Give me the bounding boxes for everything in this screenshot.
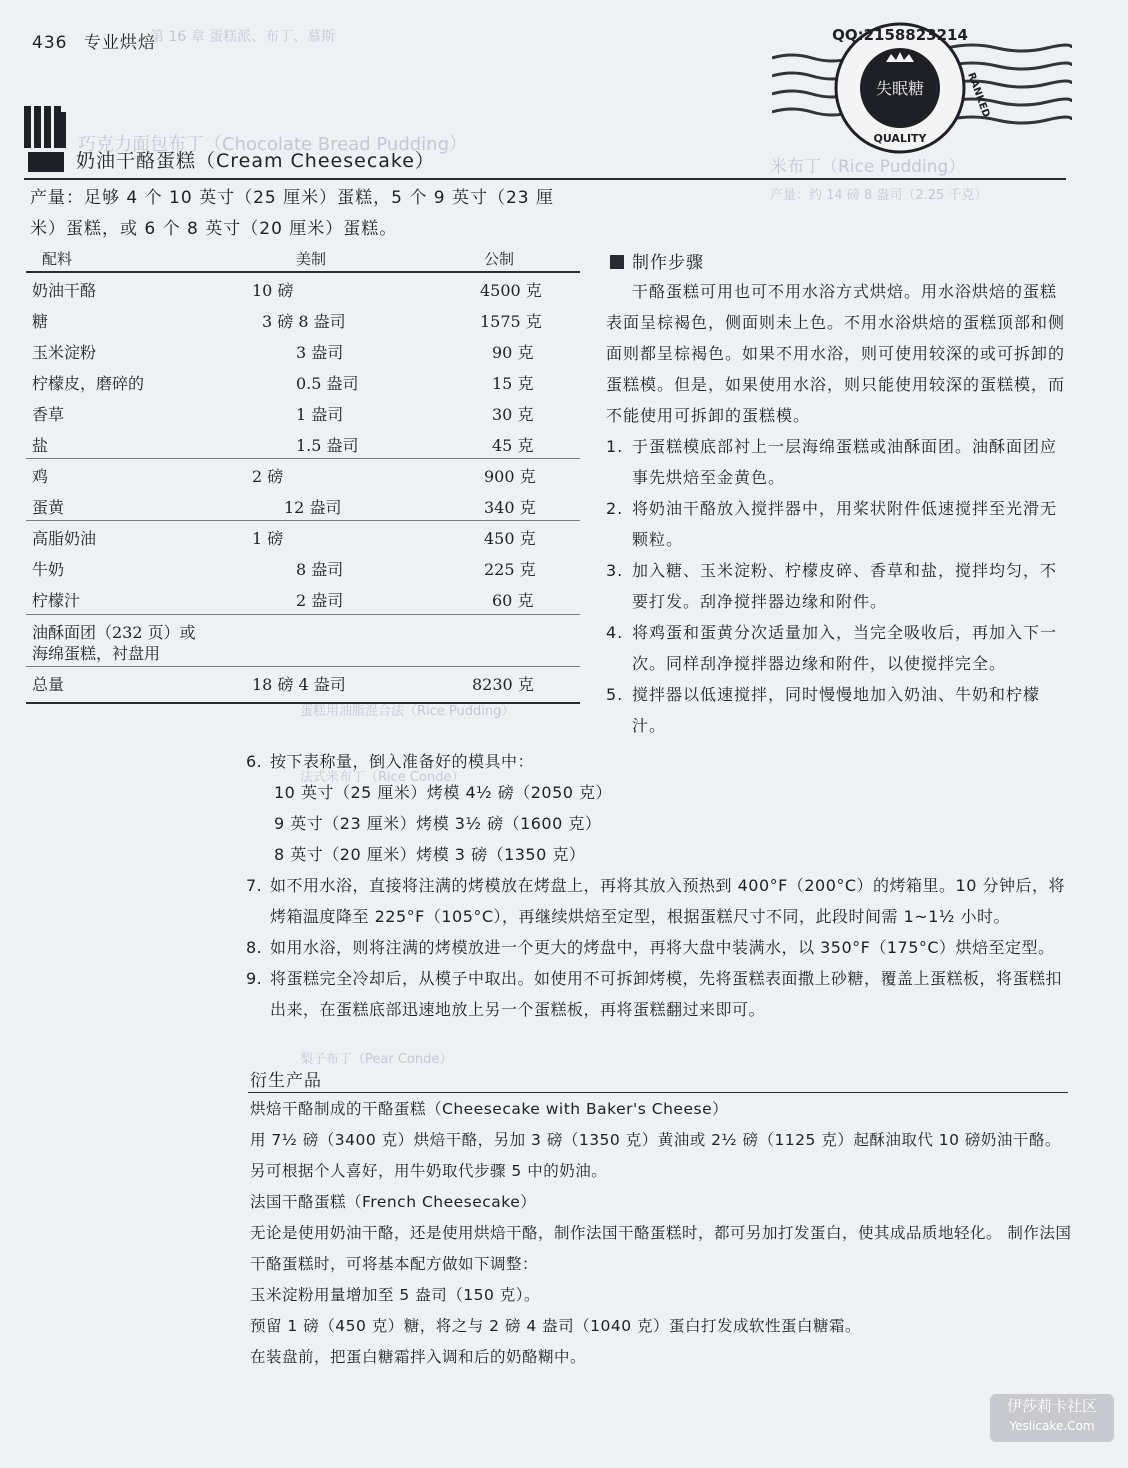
chef-hat-icon (22, 106, 68, 174)
header-us: 美制 (296, 250, 327, 268)
bleed-right-title: 米布丁（Rice Pudding） (770, 157, 966, 177)
pan-size-line: 9 英寸（23 厘米）烤模 3½ 磅（1600 克） (274, 814, 602, 833)
derivative-text: 预留 1 磅（450 克）糖，将之与 2 磅 4 盎司（1040 克）蛋白打发成软性蛋白糖霜。 (250, 1317, 862, 1335)
stamp-qq: QQ:2158823214 (832, 26, 968, 44)
stamp-ranked: RANKED (965, 71, 992, 119)
page-number: 436 (32, 33, 68, 53)
steps-column (606, 276, 1072, 741)
bleed-mid-3: 梨子布丁（Pear Conde） (300, 1052, 453, 1067)
table-row: 玉米淀粉 3 盎司 90 克 (32, 343, 534, 362)
derivative-text: 无论是使用奶油干酪，还是使用烘焙干酪，制作法国干酪蛋糕时，都可另加打发蛋白，使其成品质地轻化。 制作法国干酪蛋糕时，可将基本配方做如下调整： (250, 1224, 1072, 1273)
square-bullet-icon (610, 255, 624, 269)
table-row: 蛋黄 12 盎司 340 克 (32, 498, 536, 517)
derivative-text: 在装盘前，把蛋白糖霜拌入调和后的奶酪糊中。 (250, 1348, 587, 1366)
page-header (32, 28, 156, 53)
step-item: 7. 如不用水浴，直接将注满的烤模放在烤盘上，再将其放入预热到 400°F（200°C）的烤箱里。10 分钟后，将烤箱温度降至 225°F（105°C），再继续烘焙至定型，根据蛋糕尺寸不同，此段时间需 1~1½ 小时。 (246, 876, 1065, 926)
table-row-liner: 油酥面团（232 页）或 海绵蛋糕，衬盘用 (32, 623, 196, 663)
step-item: 4. 将鸡蛋和蛋黄分次适量加入，当完全吸收后，再加入下一次。同样刮净搅拌器边缘和附件，以使搅拌完全。 (606, 623, 1058, 673)
table-header (26, 244, 580, 270)
table-row: 牛奶 8 盎司 225 克 (32, 560, 536, 579)
table-row: 奶油干酪 10 磅 4500 克 (32, 281, 542, 300)
step-item: 2. 将奶油干酪放入搅拌器中，用桨状附件低速搅拌至光滑无颗粒。 (606, 499, 1058, 549)
section-title: 专业烘焙 (83, 33, 156, 53)
bleed-header: 第 16 章 蛋糕派、布丁、慕斯 (150, 29, 336, 45)
step-item: 6. 按下表称量，倒入准备好的模具中： (246, 752, 535, 771)
step-item: 1. 于蛋糕模底部衬上一层海绵蛋糕或油酥面团。油酥面团应事先烘焙至金黄色。 (606, 437, 1058, 487)
header-ingredient: 配料 (42, 250, 73, 268)
derivative-text: 用 7½ 磅（3400 克）烘焙干酪，另加 3 磅（1350 克）黄油或 2½ 磅（1125 克）起酥油取代 10 磅奶油干酪。另可根据个人喜好，用牛奶取代步骤 5 中的奶油。 (250, 1131, 1061, 1180)
site-watermark: 伊莎莉卡社区 Yeslicake.Com (990, 1394, 1114, 1442)
title-rule (24, 178, 1066, 180)
derivative-subtitle: 烘焙干酪制成的干酪蛋糕（Cheesecake with Baker's Cheese） (250, 1100, 729, 1118)
table-row: 鸡 2 磅 900 克 (32, 467, 536, 486)
table-row: 盐 1.5 盎司 45 克 (32, 436, 534, 455)
steps-intro: 干酪蛋糕可用也可不用水浴方式烘焙。用水浴烘焙的蛋糕表面呈棕褐色，侧面则未上色。不用水浴烘焙的蛋糕顶部和侧面则都呈棕褐色。如果不用水浴，则可使用较深的或可拆卸的蛋糕模。但是，如果使用水浴，则只能使用较深的蛋糕模，而不能使用可拆卸的蛋糕模。 (606, 282, 1066, 425)
step-item: 5. 搅拌器以低速搅拌，同时慢慢地加入奶油、牛奶和柠檬汁。 (606, 685, 1041, 735)
derivatives-heading: 衍生产品 (250, 1071, 322, 1091)
table-row: 柠檬汁 2 盎司 60 克 (32, 591, 534, 610)
table-row: 柠檬皮，磨碎的 0.5 盎司 15 克 (32, 374, 534, 393)
table-row: 高脂奶油 1 磅 450 克 (32, 529, 536, 548)
step-item: 3. 加入糖、玉米淀粉、柠檬皮碎、香草和盐，搅拌均匀，不要打发。刮净搅拌器边缘和附件。 (606, 561, 1058, 611)
pan-size-line: 8 英寸（20 厘米）烤模 3 磅（1350 克） (274, 845, 586, 864)
stamp-name: 失眠糖 (875, 79, 925, 98)
lower-steps (246, 746, 1076, 1025)
bleed-mid-2: 法式米布丁（Rice Conde） (300, 770, 465, 785)
bleed-title: 巧克力面包布丁（Chocolate Bread Pudding） (78, 134, 468, 155)
stamp-seal (772, 18, 1072, 158)
table-row: 香草 1 盎司 30 克 (32, 405, 534, 424)
step-item: 8. 如用水浴，则将注满的烤模放进一个更大的烤盘中，再将大盘中装满水，以 350°F（175°C）烘焙至定型。 (246, 938, 1055, 957)
steps-heading: 制作步骤 (610, 248, 704, 273)
bleed-mid-1: 蛋糕用油脂混合法（Rice Pudding） (300, 704, 515, 719)
pan-size-line: 10 英寸（25 厘米）烤模 4½ 磅（2050 克） (274, 783, 613, 802)
table-row: 糖 3 磅 8 盎司 1575 克 (32, 312, 542, 331)
recipe-title: 奶油干酪蛋糕（Cream Cheesecake） (76, 150, 435, 172)
derivatives-rule (248, 1092, 1068, 1093)
step-item: 9. 将蛋糕完全冷却后，从模子中取出。如使用不可拆卸烤模，先将蛋糕表面撒上砂糖，覆盖上蛋糕板，将蛋糕扣出来，在蛋糕底部迅速地放上另一个蛋糕板，再将蛋糕翻过来即可。 (246, 969, 1063, 1019)
derivatives-section (250, 1094, 1072, 1373)
stamp-quality: QUALITY (873, 132, 927, 145)
derivative-text: 玉米淀粉用量增加至 5 盎司（150 克）。 (250, 1286, 540, 1304)
recipe-yield: 产量：足够 4 个 10 英寸（25 厘米）蛋糕，5 个 9 英寸（23 厘米）蛋糕，或 6 个 8 英寸（20 厘米）蛋糕。 (30, 188, 554, 239)
header-metric: 公制 (484, 250, 515, 268)
bleed-right-yield: 产量：约 14 磅 8 盎司（2.25 千克） (770, 188, 988, 203)
table-row-total: 总量 18 磅 4 盎司 8230 克 (32, 675, 534, 694)
derivative-subtitle: 法国干酪蛋糕（French Cheesecake） (250, 1193, 537, 1211)
